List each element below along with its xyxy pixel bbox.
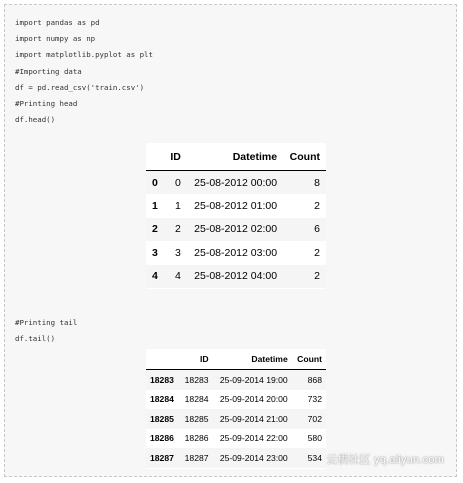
id-header: ID (179, 349, 212, 370)
row-index: 18284 (150, 394, 174, 405)
id-cell: 3 (175, 246, 181, 259)
table-row (146, 218, 326, 241)
datetime-header: Datetime (213, 349, 292, 370)
table-row (146, 370, 326, 390)
code-line: #Printing tail (15, 318, 78, 327)
table-row (146, 448, 326, 468)
code-line: import numpy as np (15, 34, 96, 44)
code-line: #Printing head (15, 99, 78, 109)
count-header: Count (283, 143, 326, 171)
table-header-row (146, 349, 326, 370)
count-cell: 2 (283, 265, 326, 288)
table-row (146, 241, 326, 264)
row-index: 1 (152, 200, 158, 213)
id-header: ID (164, 143, 187, 171)
datetime-header: Datetime (187, 143, 283, 171)
tail-dataframe-output (146, 349, 326, 469)
count-cell: 534 (292, 448, 326, 468)
code-line: import pandas as pd (15, 18, 100, 27)
id-cell: 18284 (184, 394, 209, 405)
row-index: 18287 (146, 448, 179, 468)
row-index: 4 (146, 265, 164, 288)
id-cell: 18287 (179, 448, 212, 468)
count-cell: 580 (307, 433, 322, 444)
datetime-cell: 25-09-2014 20:00 (219, 394, 288, 405)
table-header-row (146, 143, 326, 171)
table-row (146, 171, 326, 195)
head-dataframe-output (146, 143, 326, 289)
datetime-cell: 25-08-2012 00:00 (187, 171, 283, 195)
id-cell: 1 (175, 200, 181, 213)
table-row (146, 390, 326, 410)
code-line: df = pd.read_csv('train.csv') (15, 82, 145, 92)
table-row (146, 265, 326, 288)
count-cell: 732 (307, 394, 322, 405)
count-header: Count (292, 349, 326, 370)
row-index: 18286 (150, 433, 174, 444)
notebook-output-panel (4, 4, 457, 477)
site-watermark: 云栖社区 yq.aliyun.com (326, 454, 444, 466)
code-line: df.tail() (15, 334, 56, 344)
datetime-cell: 25-08-2012 02:00 (187, 218, 283, 241)
count-cell: 6 (283, 218, 326, 241)
datetime-cell: 25-08-2012 03:00 (194, 246, 278, 259)
datetime-cell: 25-09-2014 21:00 (213, 409, 292, 429)
index-header (146, 143, 164, 171)
row-index: 0 (146, 171, 164, 195)
datetime-cell: 25-09-2014 19:00 (213, 370, 292, 390)
datetime-cell: 25-08-2012 01:00 (194, 200, 278, 213)
count-cell: 702 (292, 409, 326, 429)
table-row (146, 409, 326, 429)
count-cell: 868 (292, 370, 326, 390)
row-index: 18283 (146, 370, 179, 390)
row-index: 2 (146, 218, 164, 241)
code-line: #Importing data (15, 66, 82, 76)
tail-table (146, 349, 326, 468)
code-cell-head (15, 15, 153, 128)
row-index: 18285 (146, 409, 179, 429)
count-cell: 2 (314, 200, 320, 213)
table-row (146, 194, 326, 217)
id-cell: 4 (164, 265, 187, 288)
row-index: 3 (152, 246, 158, 259)
datetime-cell: 25-09-2014 23:00 (213, 448, 292, 468)
index-header (146, 349, 179, 370)
code-line: import matplotlib.pyplot as plt (15, 50, 153, 60)
datetime-cell: 25-08-2012 04:00 (187, 265, 283, 288)
id-cell: 18283 (179, 370, 212, 390)
id-cell: 2 (164, 218, 187, 241)
id-cell: 18285 (179, 409, 212, 429)
id-cell: 18286 (184, 433, 209, 444)
datetime-cell: 25-09-2014 22:00 (219, 433, 288, 444)
count-cell: 8 (283, 171, 326, 195)
code-cell-tail (15, 315, 77, 347)
table-row (146, 429, 326, 449)
head-table (146, 143, 326, 288)
id-cell: 0 (164, 171, 187, 195)
code-line: df.head() (15, 115, 56, 125)
count-cell: 2 (314, 246, 320, 259)
